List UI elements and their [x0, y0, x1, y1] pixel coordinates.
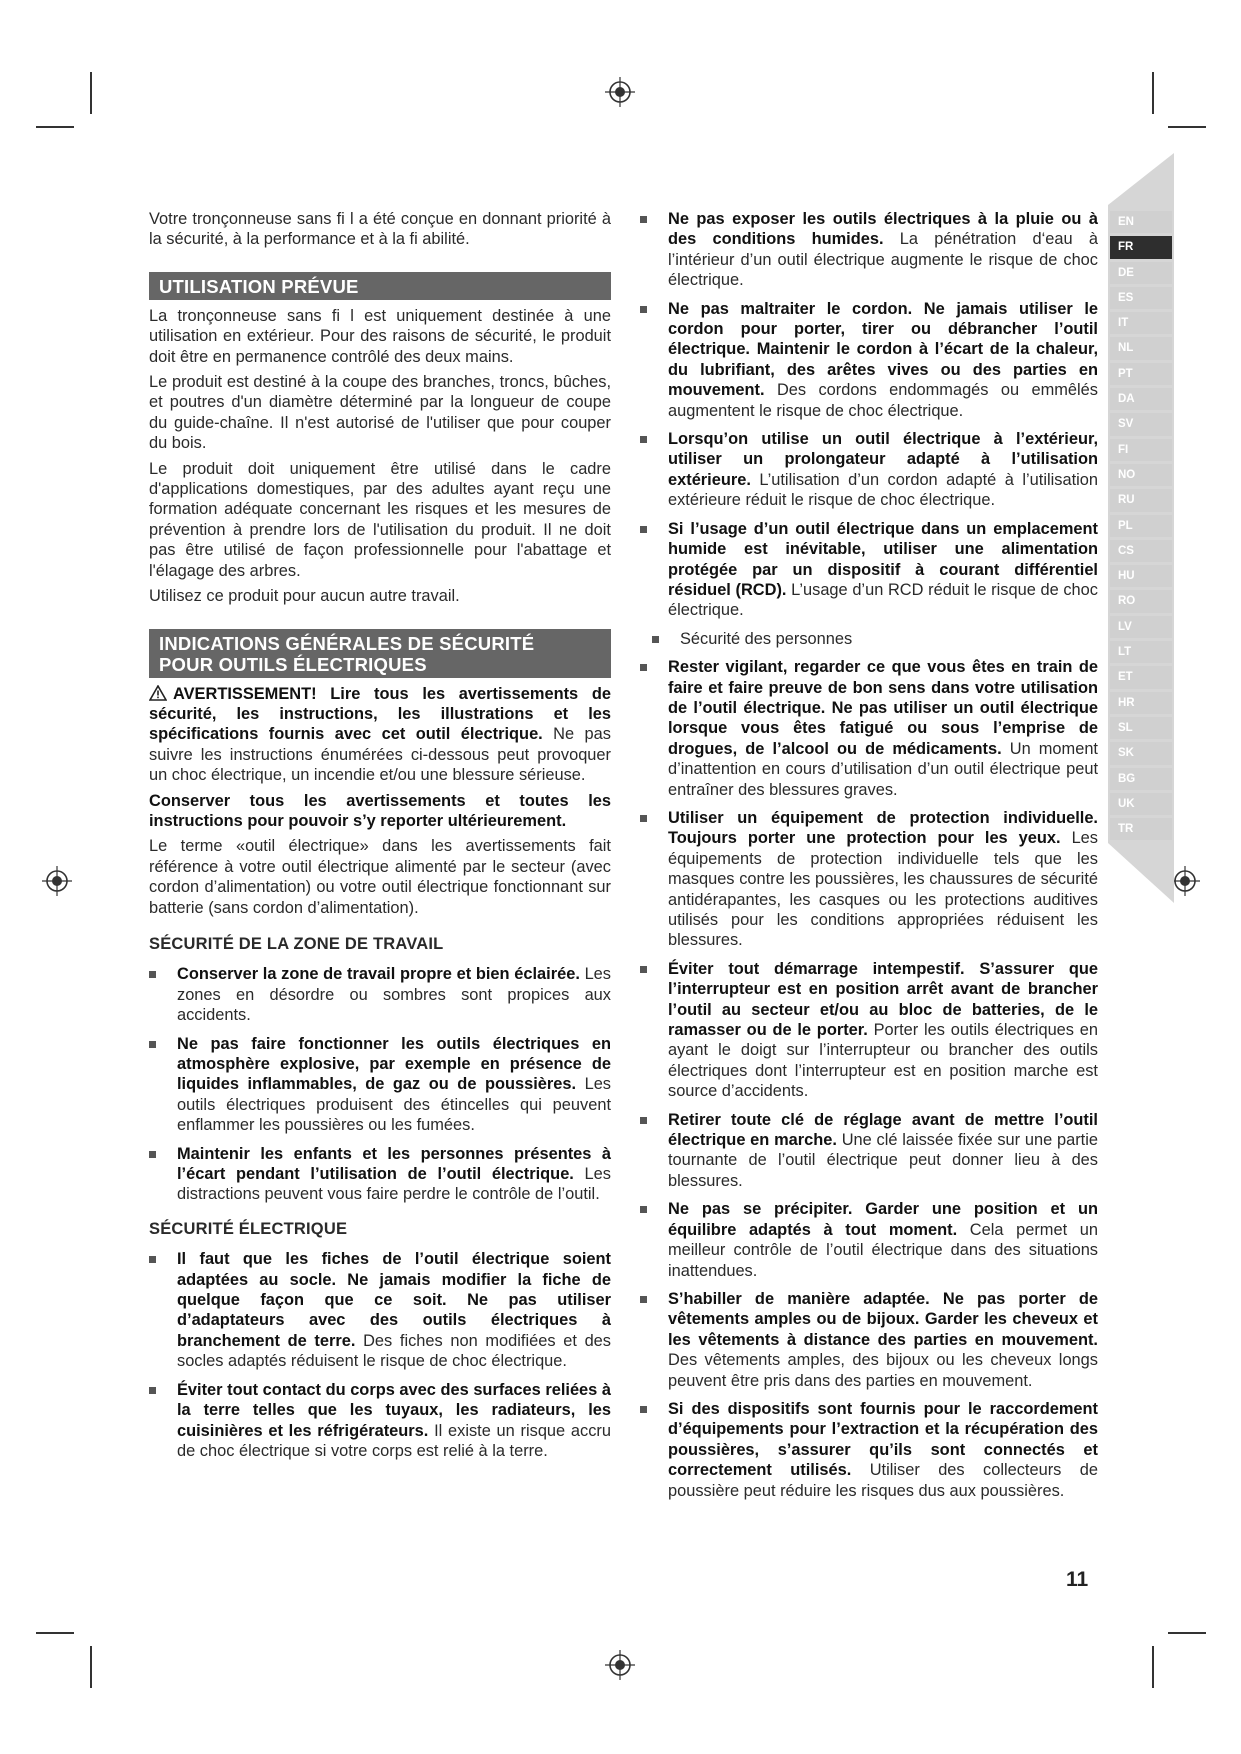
- item-rest: Une clé laissée fixée sur une partie tournante de l’outil électrique peut donner lieu à des blessures.: [668, 1131, 1098, 1190]
- item-bold: Éviter tout démarrage intempestif. S’assurer que l’interrupteur est en position arrêt avant de brancher l’outil au secteur et/ou au bloc de batteries, de le ramasser ou de le porter.: [668, 959, 1098, 1040]
- item-rest: Des vêtements amples, des bijoux ou les cheveux longs peuvent être pris dans des parties en mouvement.: [668, 1351, 1098, 1390]
- crop-mark: [90, 72, 92, 114]
- registration-mark-icon: [42, 866, 72, 896]
- item-rest: L’utilisation d’un cordon adapté à l’utilisation extérieure réduit le risque de choc électrique.: [668, 470, 1098, 510]
- language-tab-nl[interactable]: NL: [1110, 337, 1172, 359]
- section-header-generales: [149, 629, 611, 678]
- language-tab-ro[interactable]: RO: [1110, 590, 1172, 612]
- list-item: [640, 1199, 1098, 1281]
- bullet-list-right-b: [640, 657, 1098, 1501]
- language-tab-uk[interactable]: UK: [1110, 793, 1172, 815]
- registration-mark-icon: [1170, 866, 1200, 896]
- language-tab-es[interactable]: ES: [1110, 287, 1172, 309]
- language-tab-pl[interactable]: PL: [1110, 515, 1172, 537]
- item-rest: Des cordons endommagés ou emmêlés augmentent le risque de choc électrique.: [668, 381, 1098, 420]
- language-tab-tr[interactable]: TR: [1110, 818, 1172, 840]
- section-header-line: INDICATIONS GÉNÉRALES DE SÉCURITÉ: [159, 632, 535, 654]
- list-item: [149, 1144, 611, 1205]
- subheading-zone: SÉCURITÉ DE LA ZONE DE TRAVAIL: [149, 934, 444, 953]
- item-rest: La pénétration d‘eau à l’intérieur d’un outil électrique augmente le risque de choc électrique.: [668, 230, 1098, 290]
- item-rest: L’usage d’un RCD réduit le risque de choc électrique.: [668, 580, 1098, 620]
- warning-triangle-icon: [149, 685, 167, 701]
- paragraph: Utilisez ce produit pour aucun autre travail.: [149, 587, 460, 606]
- language-tab-da[interactable]: DA: [1110, 388, 1172, 410]
- item-rest: Utiliser des collecteurs de poussière peut réduire les risques dus aux poussières.: [668, 1461, 1098, 1500]
- language-tab-sl[interactable]: SL: [1110, 717, 1172, 739]
- item-bold: Maintenir les enfants et les personnes présentes à l’écart pendant l’utilisation de l’outil électrique.: [177, 1144, 611, 1184]
- list-item: [640, 429, 1098, 511]
- item-bold: Il faut que les fiches de l’outil électrique soient adaptées au socle. Ne jamais modifier la fiche de quelque façon que ce soit. Ne pas utiliser d’adaptateurs avec des outils électriques à branchement de terre.: [177, 1250, 611, 1350]
- list-item: [149, 1034, 611, 1136]
- item-rest: Les distractions peuvent vous faire perdre le contrôle de l’outil.: [177, 1165, 611, 1204]
- subheading-personnes: Sécurité des personnes: [652, 629, 1098, 649]
- paragraph-bold: [149, 791, 611, 832]
- item-bold: S’habiller de manière adaptée. Ne pas porter de vêtements amples ou de bijoux. Garder les cheveux et les vêtements à distance des parties en mouvement.: [668, 1289, 1098, 1349]
- language-tab-cs[interactable]: CS: [1110, 540, 1172, 562]
- item-bold: Si des dispositifs sont fournis pour le raccordement d’équipements pour l’extraction et la récupération des poussières, s’assurer qu’ils sont connectés et correctement utilisés.: [668, 1399, 1098, 1480]
- crop-mark: [90, 1646, 92, 1688]
- paragraph: Le produit doit uniquement être utilisé dans le cadre d'applications domestiques, par des adultes ayant reçu une formation adéquate concernant les risques et les mesures de prévention à prendre lors de l'utilisation du produit. Il ne doit pas être utilisé de façon professionnelle pour l'abattage et l'élagage des arbres.: [149, 459, 611, 580]
- item-bold: Lorsqu’on utilise un outil électrique à l’extérieur, utiliser un prolongateur adapté à l’utilisation extérieure.: [668, 430, 1098, 489]
- list-item: [149, 1380, 611, 1462]
- item-bold: Retirer toute clé de réglage avant de mettre l’outil électrique en marche.: [668, 1110, 1098, 1150]
- paragraph: Le terme «outil électrique» dans les avertissements fait référence à votre outil électrique alimenté par le secteur (avec cordon d’alimentation) ou votre outil électrique fonctionnant sur batterie (sans cordon d’alimentation).: [149, 837, 611, 917]
- language-tab-hu[interactable]: HU: [1110, 565, 1172, 587]
- list-item: [640, 959, 1098, 1102]
- item-bold: Utiliser un équipement de protection individuelle. Toujours porter une protection pour les yeux.: [668, 808, 1098, 848]
- language-tab-sv[interactable]: SV: [1110, 413, 1172, 435]
- left-column: [149, 209, 611, 1469]
- bullet-list-zone: [149, 964, 611, 1204]
- registration-mark-icon: [605, 77, 635, 107]
- item-bold: Ne pas faire fonctionner les outils électriques en atmosphère explosive, par exemple en présence de liquides inflammables, de gaz ou de poussières.: [177, 1034, 611, 1094]
- language-tab-en[interactable]: EN: [1110, 211, 1172, 233]
- crop-mark: [1168, 126, 1206, 128]
- crop-mark: [36, 1632, 74, 1634]
- item-rest: Un moment d’inattention en cours d’utilisation d’un outil électrique peut entraîner des blessures graves.: [668, 739, 1098, 799]
- subheading-electrique: SÉCURITÉ ÉLECTRIQUE: [149, 1219, 348, 1238]
- warning-bold: AVERTISSEMENT! Lire tous les avertissements de sécurité, les instructions, les illustrations et les spécifications fournis avec cet outil électrique.: [149, 684, 611, 744]
- warning-rest: Ne pas suivre les instructions énumérées ci-dessous peut provoquer un choc électrique, un incendie et/ou une blessure sérieuse.: [149, 725, 611, 785]
- item-bold: Rester vigilant, regarder ce que vous êtes en train de faire et faire preuve de bon sens dans votre utilisation de l’outil électrique. Ne pas utiliser un outil électrique lorsque vous êtes fatigué ou sous l’emprise de drogues, de l’alcool ou de médicaments.: [668, 658, 1098, 758]
- list-item: [640, 808, 1098, 951]
- paragraph: Le produit est destiné à la coupe des branches, troncs, bûches, et poutres d'un diamètre déterminé par la longueur de coupe du guide-chaîne. Il n'est autorisé de l'utiliser que pour couper du bois.: [149, 373, 611, 453]
- item-rest: Cela permet un meilleur contrôle de l’outil électrique dans des situations inattendues.: [668, 1220, 1098, 1280]
- item-bold: Conserver la zone de travail propre et bien éclairée.: [177, 965, 580, 984]
- language-tab-lt[interactable]: LT: [1110, 641, 1172, 663]
- item-rest: Il existe un risque accru de choc électrique si votre corps est relié à la terre.: [177, 1421, 611, 1460]
- item-bold: Ne pas maltraiter le cordon. Ne jamais utiliser le cordon pour porter, tirer ou débrancher l’outil électrique. Maintenir le cordon à l’écart de la chaleur, du lubrifiant, des arêtes vives ou des parties en mouvement.: [668, 299, 1098, 400]
- item-bold: Si l’usage d’un outil électrique dans un emplacement humide est inévitable, utiliser une alimentation protégée par un dispositif à courant différentiel résiduel (RCD).: [668, 519, 1098, 599]
- item-bold: Ne pas exposer les outils électriques à la pluie ou à des conditions humides.: [668, 210, 1098, 249]
- warning-paragraph: [149, 684, 611, 786]
- list-item: [149, 964, 611, 1025]
- language-tab-no[interactable]: NO: [1110, 464, 1172, 486]
- item-bold: Éviter tout contact du corps avec des surfaces reliées à la terre telles que les tuyaux, les radiateurs, les cuisinières et les réfrigérateurs.: [177, 1380, 611, 1440]
- list-item: [640, 209, 1098, 291]
- item-bold: Ne pas se précipiter. Garder une position et un équilibre adaptés à tout moment.: [668, 1200, 1098, 1239]
- crop-mark: [1168, 1632, 1206, 1634]
- language-tab-fr[interactable]: FR: [1110, 236, 1172, 258]
- language-tab-fi[interactable]: FI: [1110, 439, 1172, 461]
- item-rest: Les outils électriques produisent des étincelles qui peuvent enflammer les poussières ou les fumées.: [177, 1075, 612, 1135]
- list-item: [640, 299, 1098, 421]
- language-tab-bg[interactable]: BG: [1110, 768, 1172, 790]
- crop-mark: [1152, 1646, 1154, 1688]
- language-tab-it[interactable]: IT: [1110, 312, 1172, 334]
- section-header-line: POUR OUTILS ÉLECTRIQUES: [159, 653, 427, 675]
- intro-text: Votre tronçonneuse sans fi l a été conçue en donnant priorité à la sécurité, à la performance et à la fi abilité.: [149, 210, 611, 249]
- item-rest: Des fiches non modifiées et des socles adaptés réduisent le risque de choc électrique.: [177, 1331, 611, 1371]
- list-item: [640, 1289, 1098, 1391]
- language-tab-pt[interactable]: PT: [1110, 363, 1172, 385]
- list-item: [640, 519, 1098, 621]
- bullet-list-right-a: [640, 209, 1098, 621]
- crop-mark: [36, 126, 74, 128]
- list-item: [640, 657, 1098, 800]
- list-item: [640, 1110, 1098, 1192]
- item-rest: Les zones en désordre ou sombres sont propices aux accidents.: [177, 965, 611, 1025]
- language-tab-sk[interactable]: SK: [1110, 742, 1172, 764]
- item-rest: Porter les outils électriques en ayant le doigt sur l’interrupteur ou brancher des outils électriques dont l’interrupteur est en position marche est source d’accidents.: [668, 1021, 1098, 1101]
- list-item: [640, 1399, 1098, 1501]
- section-header-utilisation: UTILISATION PRÉVUE: [149, 272, 611, 300]
- conserver-text: Conserver tous les avertissements et toutes les instructions pour pouvoir s’y reporter ultérieurement.: [149, 791, 611, 830]
- list-item: [149, 1249, 611, 1371]
- right-column: [640, 209, 1098, 1509]
- registration-mark-icon: [605, 1650, 635, 1680]
- crop-mark: [1152, 72, 1154, 114]
- item-rest: Les équipements de protection individuelle tels que les masques contre les poussières, les chaussures de sécurité antidérapantes, les casques ou les protections auditives utilisés pour les conditions appropriées réduisent les blessures.: [668, 829, 1098, 950]
- page-number: 11: [1066, 1568, 1089, 1591]
- paragraph: La tronçonneuse sans fi l est uniquement destinée à une utilisation en extérieur. Pour des raisons de sécurité, le produit doit être en permanence contrôlé des deux mains.: [149, 306, 611, 366]
- language-tab-de[interactable]: DE: [1110, 262, 1172, 284]
- language-list: [1110, 211, 1172, 843]
- language-tab-ru[interactable]: RU: [1110, 489, 1172, 511]
- language-tab-et[interactable]: ET: [1110, 666, 1172, 688]
- language-tab-lv[interactable]: LV: [1110, 616, 1172, 638]
- language-tab-hr[interactable]: HR: [1110, 692, 1172, 714]
- bullet-list-electrique: [149, 1249, 611, 1461]
